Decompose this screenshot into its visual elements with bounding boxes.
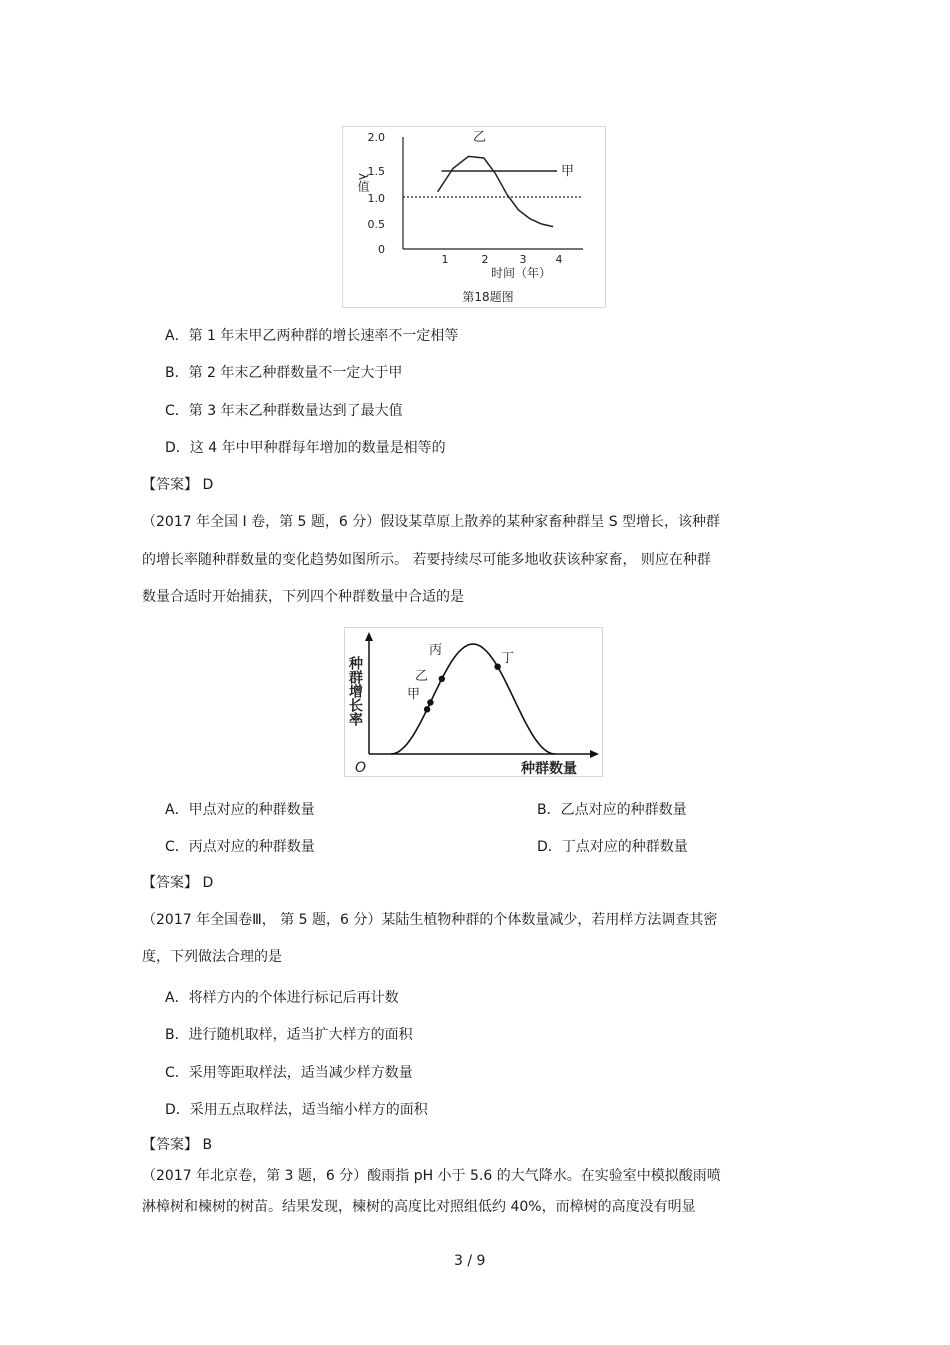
q2-option-a: A．甲点对应的种群数量 — [165, 802, 315, 818]
figure-lambda-chart — [342, 126, 606, 308]
q18-answer: 【答案】 D — [142, 477, 214, 493]
origin-label: O — [355, 760, 367, 776]
q3-option-b: B．进行随机取样，适当扩大样方的面积 — [165, 1027, 413, 1043]
point-bing — [439, 676, 445, 682]
q3-option-a: A．将样方内的个体进行标记后再计数 — [165, 990, 399, 1006]
x-tick-2: 2 — [481, 253, 489, 266]
q4-stem-line-2: 淋樟树和楝树的树苗。结果发现，楝树的高度比对照组低约 40%，而樟树的高度没有明显 — [142, 1199, 696, 1215]
series-yi-curve — [438, 156, 554, 226]
q2-option-d: D．丁点对应的种群数量 — [537, 839, 688, 855]
q2-option-c: C．丙点对应的种群数量 — [165, 839, 315, 855]
x-axis-label: 时间（年） — [490, 266, 552, 280]
q2-stem-line-2: 的增长率随种群数量的变化趋势如图所示。 若要持续尽可能多地收获该种家畜， 则应在种群 — [142, 552, 711, 568]
q3-option-c: C．采用等距取样法，适当减少样方数量 — [165, 1065, 413, 1081]
q18-option-c: C．第 3 年末乙种群数量达到了最大值 — [165, 403, 403, 419]
x-tick-4: 4 — [555, 253, 563, 266]
y-tick-1.0: 1.0 — [367, 192, 385, 205]
y-tick-1.5: 1.5 — [367, 165, 385, 178]
q2-stem-line-1: （2017 年全国 I 卷，第 5 题，6 分）假设某草原上散养的某种家畜种群呈 S 型增长，该种群 — [142, 514, 721, 530]
figure-caption: 第18题图 — [462, 290, 514, 304]
point-label-bing: 丙 — [429, 643, 443, 658]
series-label-yi: 乙 — [473, 130, 487, 145]
growth-rate-chart-svg — [345, 628, 602, 776]
x-tick-1: 1 — [441, 253, 449, 266]
x-axis-arrow — [590, 750, 599, 758]
point-yi — [427, 699, 433, 705]
point-jia — [424, 706, 430, 712]
lambda-chart-svg — [343, 127, 605, 307]
page-number: 3 / 9 — [454, 1253, 486, 1269]
y-tick-0.5: 0.5 — [367, 218, 385, 231]
y-tick-0: 0 — [378, 243, 385, 256]
series-label-jia: 甲 — [561, 164, 575, 179]
q2-stem-line-3: 数量合适时开始捕获，下列四个种群数量中合适的是 — [142, 589, 464, 605]
y-axis-arrow — [365, 632, 373, 641]
x-tick-3: 3 — [519, 253, 527, 266]
point-label-yi: 乙 — [415, 669, 429, 684]
y-axis-label: λ值 — [356, 173, 370, 193]
q18-option-d: D．这 4 年中甲种群每年增加的数量是相等的 — [165, 440, 446, 456]
q2-option-b: B．乙点对应的种群数量 — [537, 802, 687, 818]
point-label-ding: 丁 — [501, 651, 515, 666]
q3-answer: 【答案】 B — [142, 1137, 213, 1153]
x-axis-label: 种群数量 — [521, 761, 577, 776]
point-ding — [494, 664, 500, 670]
q4-stem-line-1: （2017 年北京卷，第 3 题，6 分）酸雨指 pH 小于 5.6 的大气降水。在实验室中模拟酸雨喷 — [142, 1168, 721, 1184]
q2-answer: 【答案】 D — [142, 875, 214, 891]
q3-option-d: D．采用五点取样法，适当缩小样方的面积 — [165, 1102, 428, 1118]
q3-stem-line-1: （2017 年全国卷Ⅲ， 第 5 题，6 分）某陆生植物种群的个体数量减少，若用样方法调查其密 — [142, 912, 718, 928]
q18-option-b: B．第 2 年末乙种群数量不一定大于甲 — [165, 365, 403, 381]
y-tick-2.0: 2.0 — [367, 131, 385, 144]
q3-stem-line-2: 度，下列做法合理的是 — [142, 949, 282, 965]
y-axis-label: 种群增长率 — [347, 656, 363, 726]
point-label-jia: 甲 — [407, 687, 421, 702]
figure-growth-rate-chart — [344, 627, 603, 777]
q18-option-a: A．第 1 年末甲乙两种群的增长速率不一定相等 — [165, 328, 459, 344]
